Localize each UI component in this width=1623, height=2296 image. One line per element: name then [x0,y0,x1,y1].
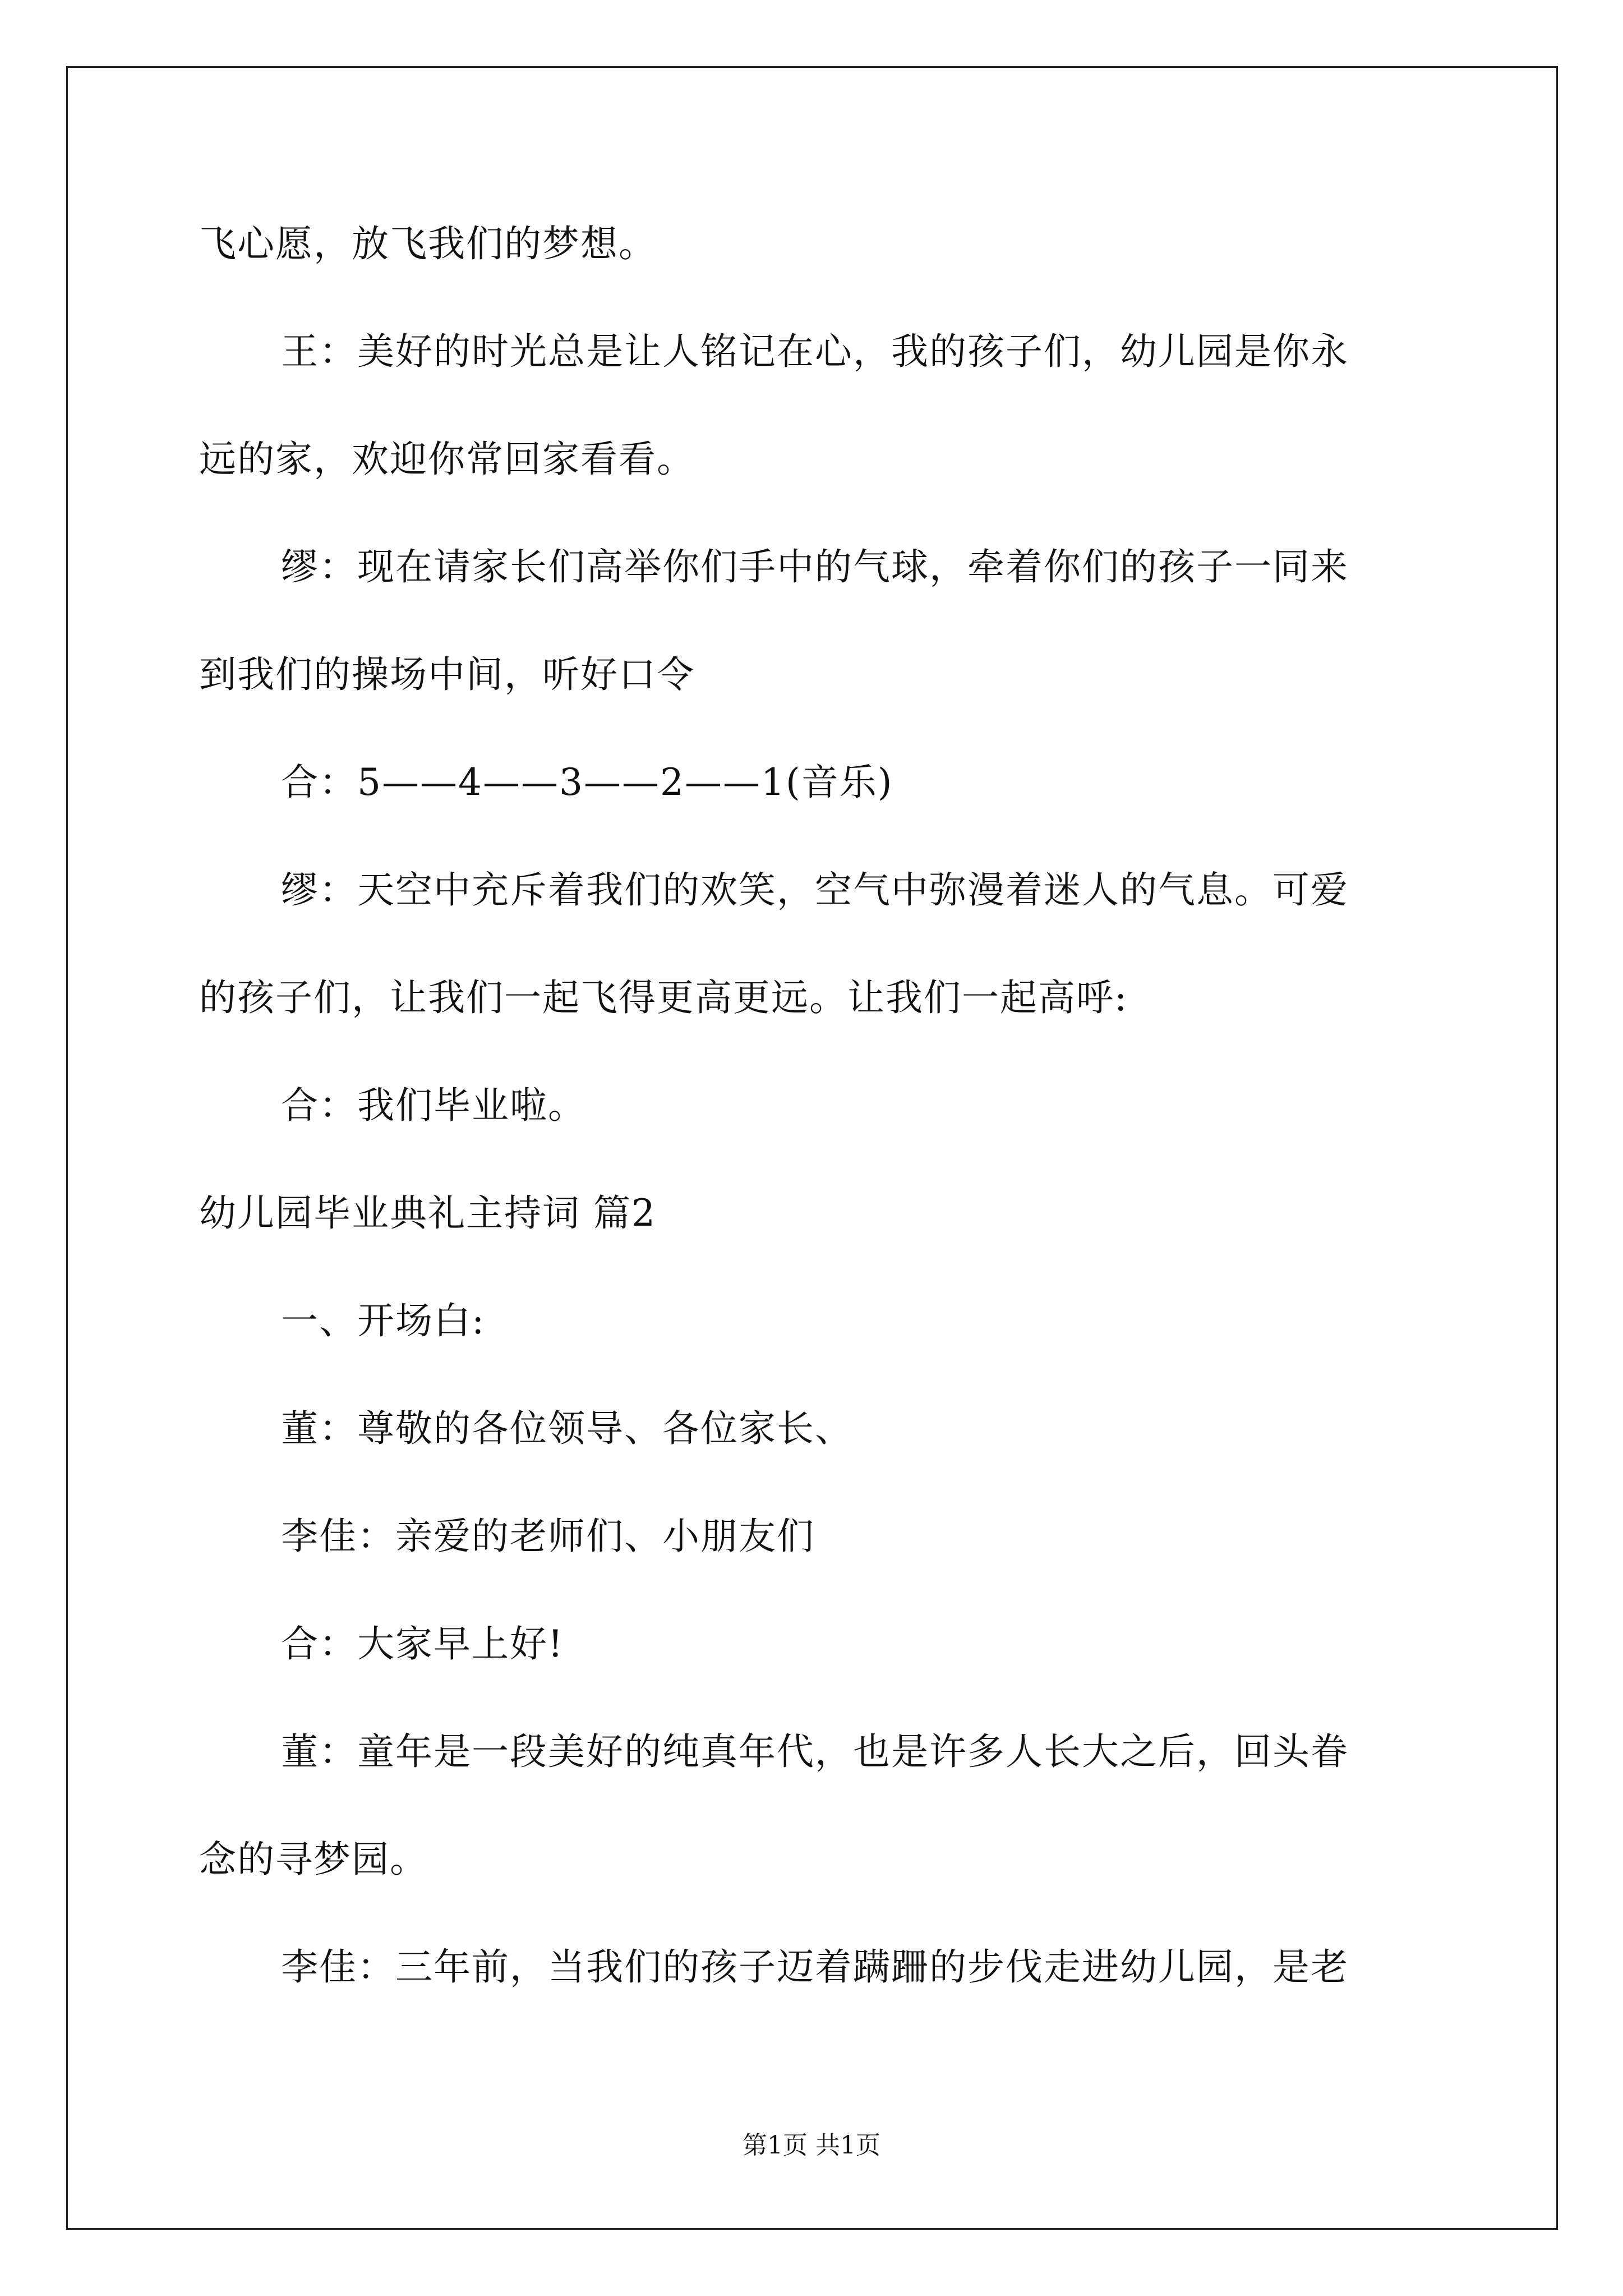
text-line: 王：美好的时光总是让人铭记在心，我的孩子们，幼儿园是你永 [281,330,1349,373]
text-line: 飞心愿，放飞我们的梦想。 [199,222,657,265]
text-line: 缪：天空中充斥着我们的欢笑，空气中弥漫着迷人的气息。可爱 [281,868,1349,912]
section-heading: 幼儿园毕业典礼主持词 篇2 [199,1191,656,1235]
page-footer: 第1页 共1页 [743,2131,880,2160]
text-line: 合：大家早上好! [281,1622,564,1665]
text-line: 李佳：三年前，当我们的孩子迈着蹒跚的步伐走进幼儿园，是老 [281,1945,1349,1989]
text-line: 合：我们毕业啦。 [281,1084,586,1127]
text-line: 到我们的操场中间，听好口令 [199,653,695,696]
page-border [66,66,1558,2230]
text-line: 一、开场白: [281,1299,486,1342]
text-line: 缪：现在请家长们高举你们手中的气球，牵着你们的孩子一同来 [281,545,1349,588]
text-line: 董：童年是一段美好的纯真年代，也是许多人长大之后，回头眷 [281,1730,1349,1773]
text-line: 董：尊敬的各位领导、各位家长、 [281,1407,853,1450]
text-line: 合：5——4——3——2——1(音乐) [281,761,893,804]
text-line: 念的寻梦园。 [199,1838,428,1881]
text-line: 李佳：亲爱的老师们、小朋友们 [281,1515,815,1558]
text-line: 的孩子们，让我们一起飞得更高更远。让我们一起高呼: [199,976,1128,1019]
text-line: 远的家，欢迎你常回家看看。 [199,438,695,481]
